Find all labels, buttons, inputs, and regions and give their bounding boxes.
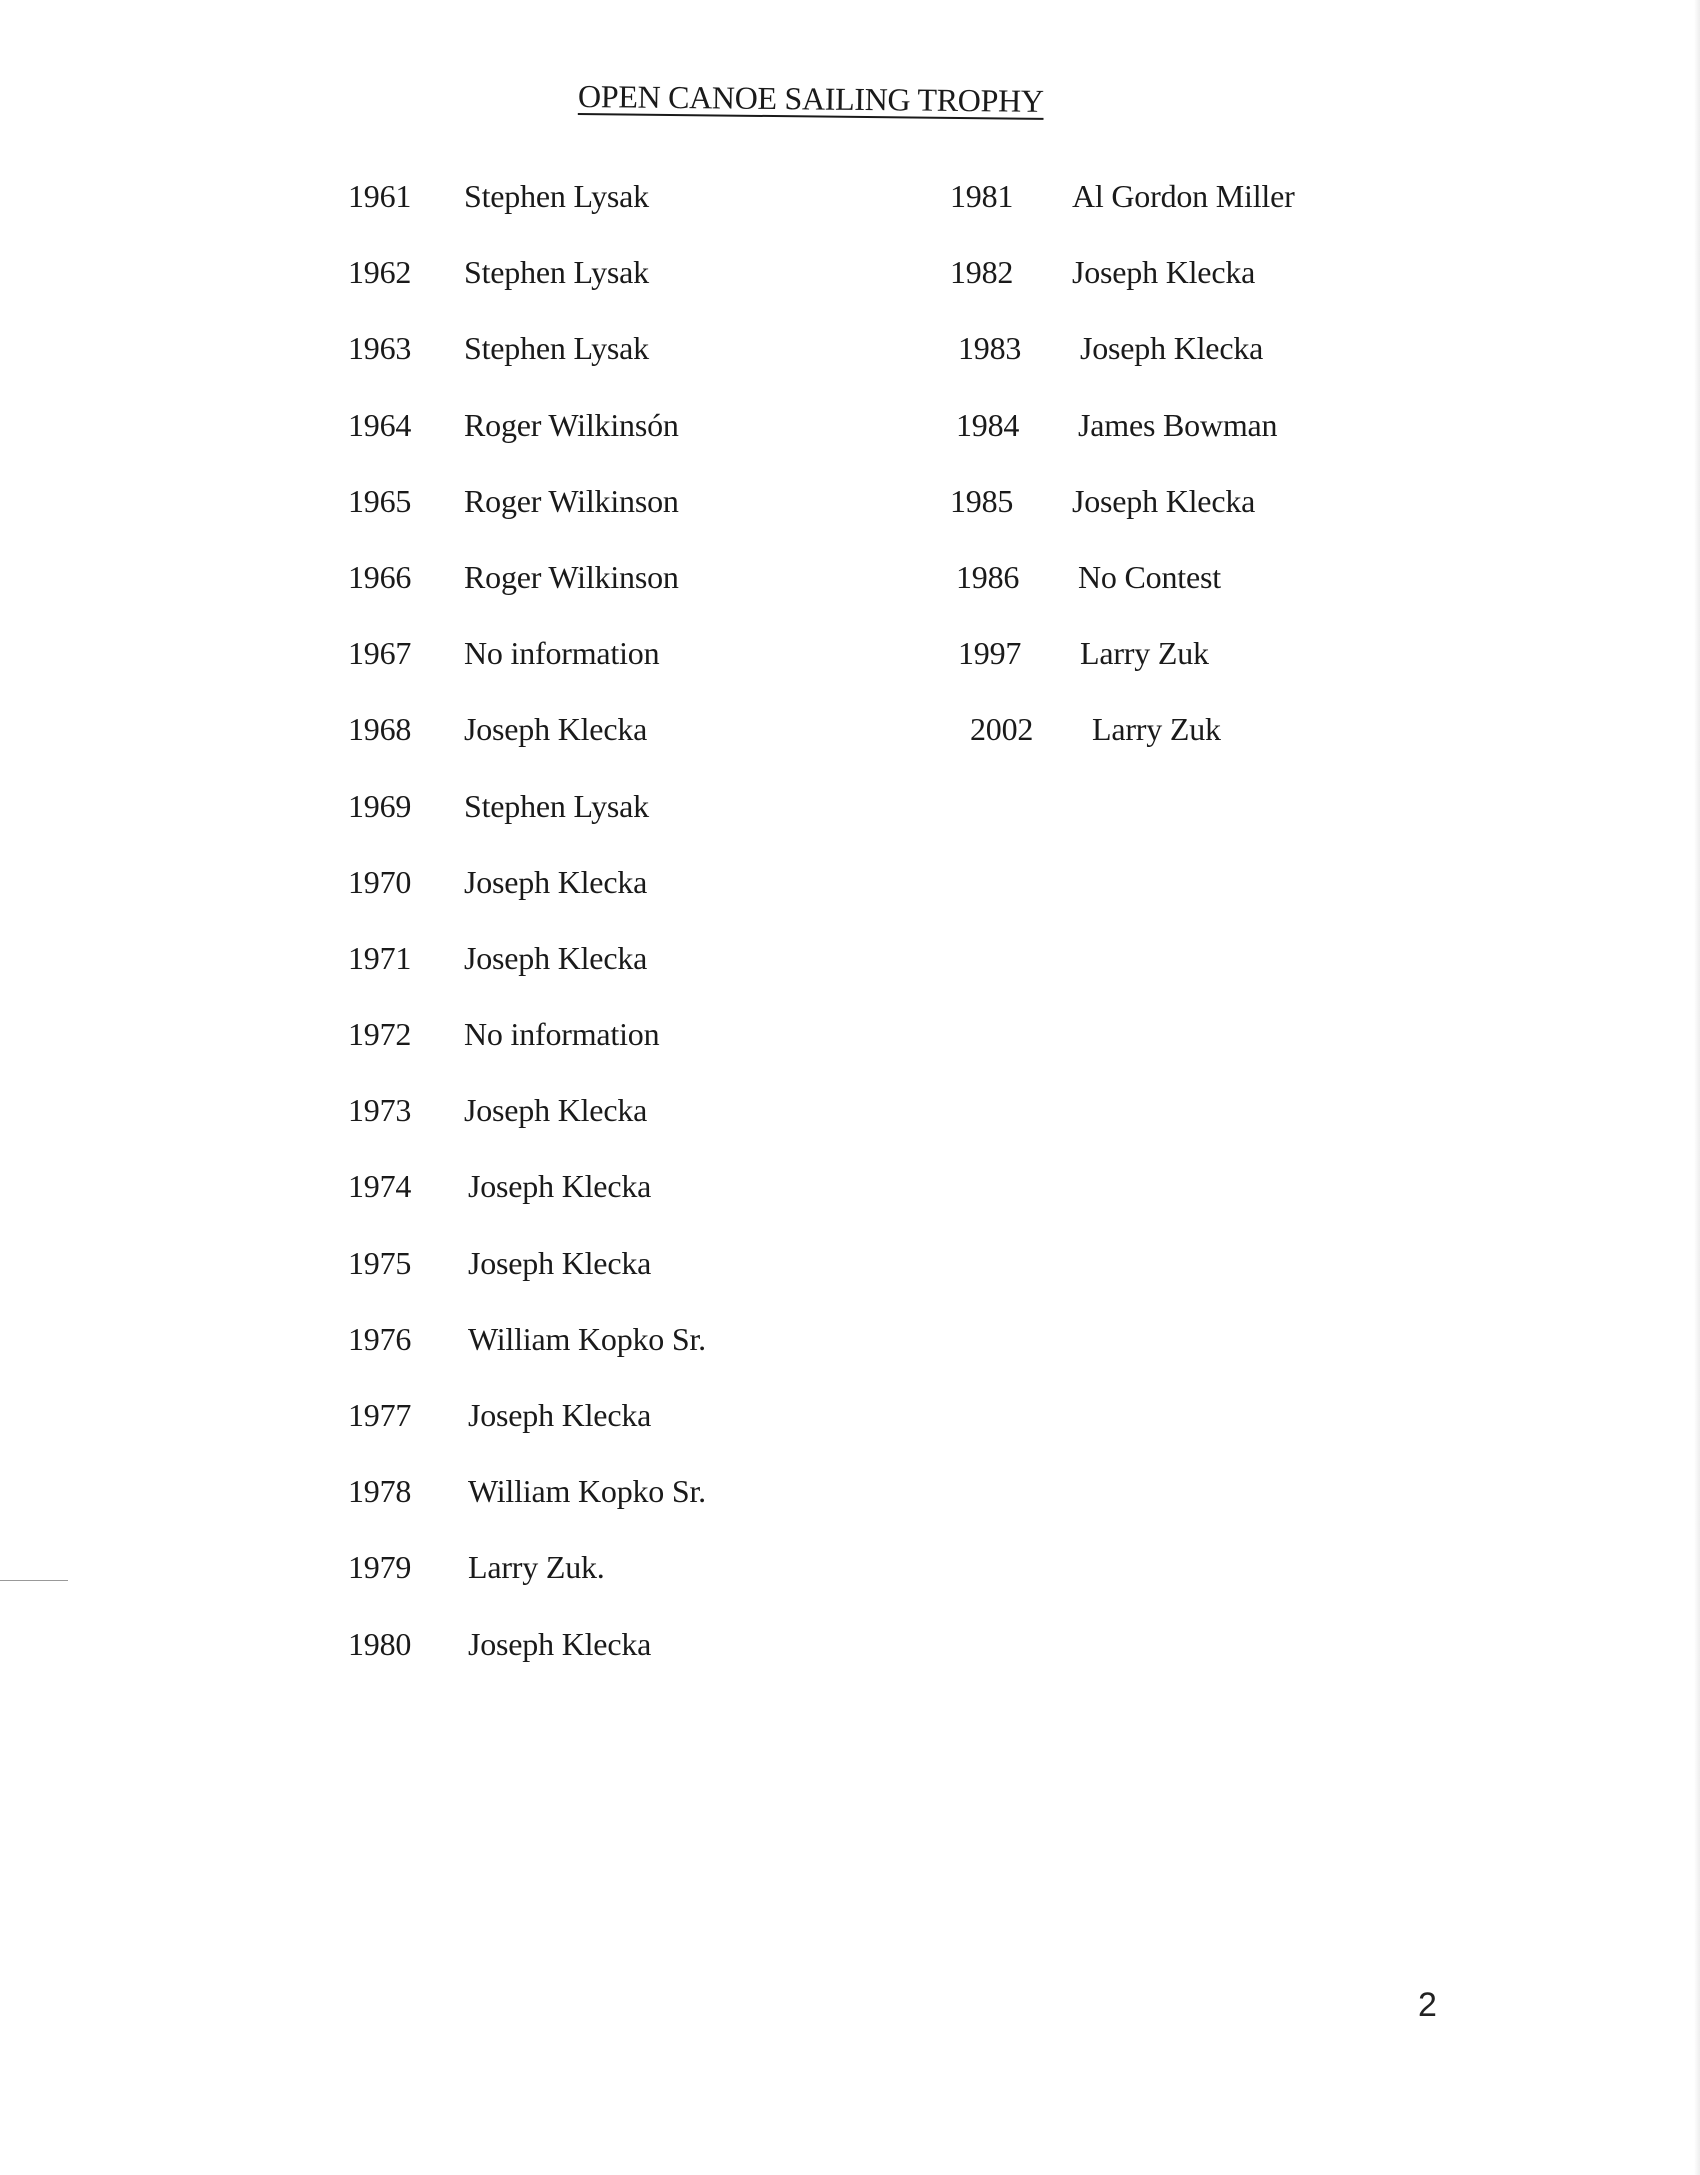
list-item — [348, 711, 706, 787]
winner-name: Joseph Klecka — [1080, 330, 1264, 367]
list-item — [950, 330, 1295, 406]
list-item — [950, 178, 1295, 254]
winner-name: Stephen Lysak — [464, 330, 649, 367]
winner-name: Stephen Lysak — [464, 178, 649, 214]
year: 1961 — [348, 178, 412, 214]
winner-name: No information — [464, 1016, 660, 1053]
winner-name: Larry Zuk — [1080, 635, 1209, 672]
page-title: OPEN CANOE SAILING TROPHY — [577, 78, 1044, 119]
winner-name: Joseph Klecka — [468, 1244, 652, 1281]
list-item — [348, 178, 706, 254]
list-item — [348, 940, 706, 1016]
winner-name: Roger Wilkinsón — [464, 406, 679, 443]
list-item — [348, 483, 706, 559]
winner-name: William Kopko Sr. — [468, 1473, 706, 1510]
winners-list-left — [348, 178, 706, 1702]
winner-name: Joseph Klecka — [464, 711, 648, 748]
scan-edge — [1694, 0, 1700, 2175]
winner-name: Joseph Klecka — [464, 863, 648, 900]
list-item — [950, 635, 1295, 711]
winner-name: No information — [464, 635, 660, 672]
list-item — [348, 407, 706, 483]
year: 1980 — [348, 1625, 412, 1662]
year: 1969 — [348, 787, 412, 824]
winner-name: Joseph Klecka — [464, 1092, 648, 1129]
winner-name: Larry Zuk. — [468, 1549, 605, 1586]
year: 1967 — [348, 635, 412, 672]
list-item — [348, 1168, 706, 1244]
year: 1968 — [348, 711, 412, 748]
list-item — [348, 1626, 706, 1702]
list-item — [348, 1092, 706, 1168]
winner-name: Stephen Lysak — [464, 787, 649, 824]
year: 1981 — [950, 178, 1014, 214]
list-item — [950, 407, 1295, 483]
list-item — [348, 1321, 706, 1397]
year: 1962 — [348, 254, 412, 291]
year: 1972 — [348, 1016, 412, 1053]
winner-name: Joseph Klecka — [468, 1168, 652, 1205]
list-item — [348, 1016, 706, 1092]
year: 2002 — [970, 711, 1034, 748]
year: 1984 — [956, 406, 1020, 443]
winners-list-right — [950, 178, 1295, 788]
list-item — [348, 788, 706, 864]
list-item — [950, 254, 1295, 330]
year: 1975 — [348, 1244, 412, 1281]
year: 1971 — [348, 939, 412, 976]
year: 1985 — [950, 482, 1014, 519]
list-item — [348, 559, 706, 635]
year: 1977 — [348, 1397, 412, 1433]
list-item — [348, 254, 706, 330]
list-item — [950, 711, 1295, 787]
year: 1997 — [958, 635, 1022, 672]
year: 1974 — [348, 1168, 412, 1205]
list-item — [348, 864, 706, 940]
winner-name: William Kopko Sr. — [468, 1320, 706, 1357]
year: 1966 — [348, 558, 412, 595]
list-item — [348, 330, 706, 406]
scan-mark — [0, 1580, 68, 1581]
year: 1973 — [348, 1092, 412, 1129]
winner-name: Roger Wilkinson — [464, 482, 679, 519]
winner-name: Larry Zuk — [1092, 711, 1221, 748]
list-item — [348, 635, 706, 711]
winner-name: No Contest — [1078, 558, 1221, 595]
year: 1963 — [348, 330, 412, 367]
list-item — [348, 1397, 706, 1473]
year: 1978 — [348, 1473, 412, 1510]
list-item — [348, 1549, 706, 1625]
winner-name: Joseph Klecka — [1072, 254, 1256, 291]
year: 1983 — [958, 330, 1022, 367]
winner-name: James Bowman — [1078, 406, 1278, 443]
list-item — [348, 1245, 706, 1321]
year: 1979 — [348, 1549, 412, 1586]
list-item — [950, 483, 1295, 559]
year: 1970 — [348, 863, 412, 900]
winner-name: Joseph Klecka — [468, 1397, 652, 1433]
list-item — [950, 559, 1295, 635]
winner-name: Joseph Klecka — [468, 1625, 652, 1662]
year: 1982 — [950, 254, 1014, 291]
year: 1976 — [348, 1320, 412, 1357]
year: 1986 — [956, 558, 1020, 595]
page-number: 2 — [1418, 1986, 1437, 2024]
winner-name: Al Gordon Miller — [1072, 178, 1295, 214]
winner-name: Joseph Klecka — [464, 939, 648, 976]
list-item — [348, 1473, 706, 1549]
winner-name: Stephen Lysak — [464, 254, 649, 291]
year: 1964 — [348, 406, 412, 443]
winner-name: Joseph Klecka — [1072, 482, 1256, 519]
winner-name: Roger Wilkinson — [464, 558, 679, 595]
year: 1965 — [348, 482, 412, 519]
